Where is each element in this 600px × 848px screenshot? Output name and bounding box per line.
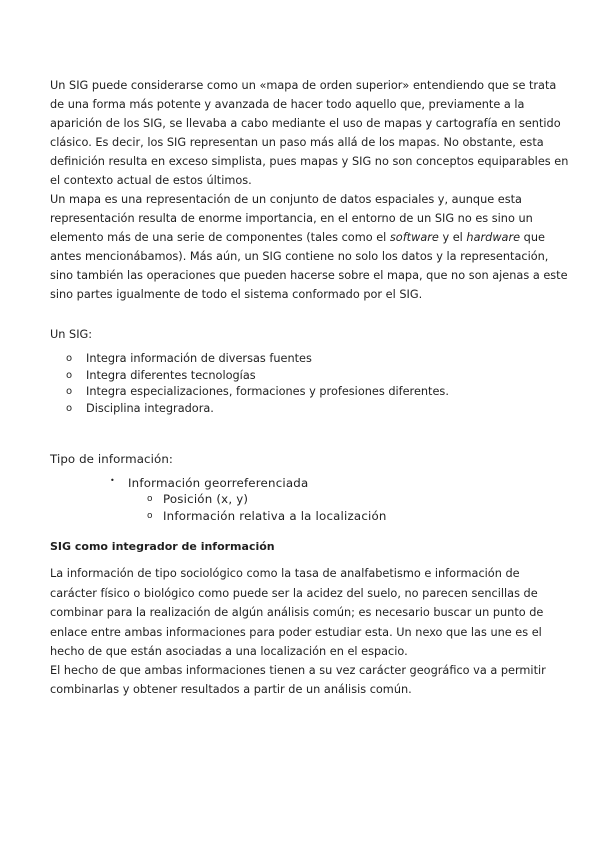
text-line: combinarlas y obtener resultados a partir de un análisis común. [50, 683, 412, 696]
circle-bullet-icon: o [66, 353, 73, 364]
info-type-title: Tipo de información: [50, 452, 173, 466]
section-heading: SIG como integrador de información [50, 540, 275, 553]
text-segment: y el [438, 231, 467, 244]
text-line: La información de tipo sociológico como la tasa de analfabetismo e información de [50, 567, 520, 580]
text-line: representación resulta de enorme importancia, en el entorno de un SIG no es sino un [50, 212, 533, 225]
list-item-text: Integra diferentes tecnologías [86, 368, 256, 382]
list-item-text: Integra especializaciones, formaciones y profesiones diferentes. [86, 385, 449, 398]
text-line [50, 231, 545, 245]
circle-bullet-icon: o [147, 494, 153, 504]
list-item [66, 352, 449, 369]
text-line: combinar para la realización de algún análisis común; es necesario buscar un punto de [50, 606, 544, 619]
text-line: carácter físico o biológico como puede ser la acidez del suelo, no parecen sencillas de [50, 587, 538, 600]
dot-bullet-icon: • [110, 476, 115, 485]
software-term: software [389, 231, 439, 244]
circle-bullet-icon: o [66, 369, 73, 381]
text-line: Un mapa es una representación de un conjunto de datos espaciales y, aunque esta [50, 193, 522, 206]
sig-intro-label: Un SIG: [50, 328, 93, 341]
list-item [66, 402, 449, 419]
text-segment: elemento más de una serie de componentes (tales como el [50, 231, 390, 244]
text-line: clásico. Es decir, los SIG representan un paso más allá de los mapas. No obstante, esta [50, 136, 544, 149]
text-line: Un SIG puede considerarse como un «mapa de orden superior» entendiendo que se trata [50, 79, 557, 92]
text-line: hecho de que están asociadas a una localización en el espacio. [50, 645, 408, 658]
list-item-text: Integra información de diversas fuentes [86, 352, 312, 365]
list-item-text: Disciplina integradora. [86, 401, 214, 415]
circle-bullet-icon: o [66, 386, 73, 397]
text-line: aparición de los SIG, se llevaba a cabo mediante el uso de mapas y cartografía en sentido [50, 117, 561, 130]
text-line: El hecho de que ambas informaciones tienen a su vez carácter geográfico va a permitir [50, 664, 546, 677]
circle-bullet-icon: o [66, 402, 73, 414]
text-line: antes mencionábamos). Más aún, un SIG contiene no solo los datos y la representación, [50, 250, 549, 263]
list-item [66, 385, 449, 402]
text-line: sino también las operaciones que pueden hacerse sobre el mapa, que no son ajenas a este [50, 269, 568, 282]
info-type-level2-text: Posición (x, y) [163, 492, 249, 506]
text-line: sino partes igualmente de todo el sistema conformado por el SIG. [50, 288, 423, 301]
text-line: el contexto actual de estos últimos. [50, 174, 252, 187]
info-type-level2-text: Información relativa a la localización [163, 509, 387, 523]
text-segment: que [520, 231, 545, 244]
circle-bullet-icon: o [147, 511, 153, 521]
text-line: enlace entre ambas informaciones para poder estudiar esta. Un nexo que las une es el [50, 626, 542, 639]
text-line: de una forma más potente y avanzada de hacer todo aquello que, previamente a la [50, 98, 525, 111]
sig-features-list [66, 352, 449, 418]
text-line: definición resulta en exceso simplista, pues mapas y SIG no son conceptos equiparables en [50, 155, 569, 168]
info-type-level1-text: Información georreferenciada [128, 476, 309, 490]
list-item [66, 369, 449, 386]
hardware-term: hardware [466, 231, 521, 244]
